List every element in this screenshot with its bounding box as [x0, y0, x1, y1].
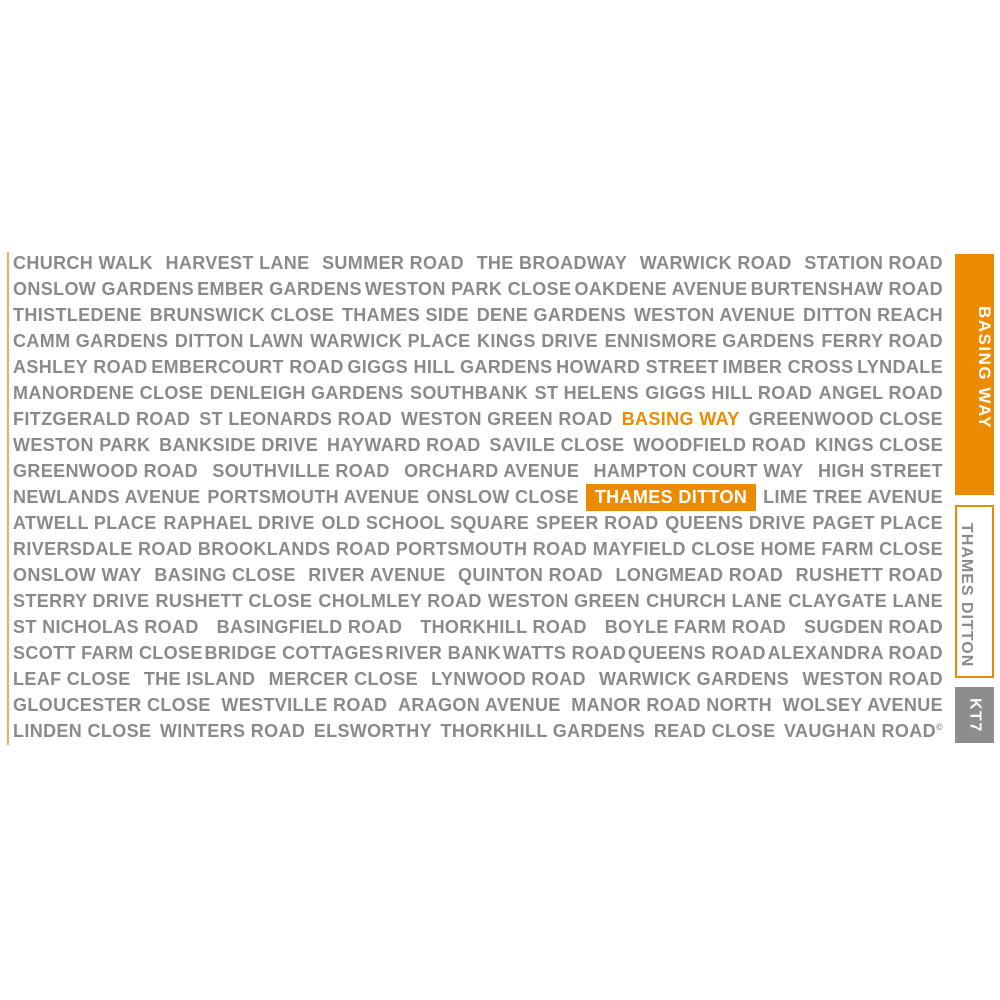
street-name: LYNWOOD ROAD	[431, 669, 586, 689]
street-name: SPEER ROAD	[535, 513, 659, 533]
street-name: EMBERCOURT ROAD	[151, 357, 344, 377]
street-name: NEWLANDS AVENUE	[13, 487, 201, 507]
street-name: ORCHARD AVENUE	[404, 461, 580, 481]
street-name: STATION ROAD	[804, 253, 943, 273]
street-name: LEAF CLOSE	[13, 669, 131, 689]
street-name: RAPHAEL DRIVE	[163, 513, 315, 533]
street-name: VAUGHAN ROAD©	[783, 721, 943, 741]
street-name: CLAYGATE LANE	[788, 591, 943, 611]
street-row	[13, 406, 943, 432]
street-name: LYNDALE	[857, 357, 943, 377]
street-name: QUINTON ROAD	[458, 565, 604, 585]
street-row	[13, 536, 943, 562]
postcode-kt7-label: KT7	[966, 697, 984, 733]
street-name-highlighted: THAMES DITTON	[586, 484, 756, 511]
street-name: WARWICK GARDENS	[599, 669, 790, 689]
street-name: MAYFIELD CLOSE	[592, 539, 756, 559]
left-accent-rule	[7, 252, 9, 745]
street-name: THE ISLAND	[143, 669, 256, 689]
street-name: PORTSMOUTH ROAD	[395, 539, 588, 559]
street-name: ST LEONARDS ROAD	[199, 409, 393, 429]
street-row	[13, 276, 943, 302]
street-name: QUEENS ROAD	[627, 643, 766, 663]
street-row	[13, 588, 943, 614]
street-name: QUEENS DRIVE	[665, 513, 806, 533]
street-name: GREENWOOD ROAD	[13, 461, 199, 481]
street-row	[13, 718, 943, 744]
street-name: DITTON REACH	[802, 305, 943, 325]
street-name: RIVER AVENUE	[308, 565, 446, 585]
street-name: HIGH STREET	[818, 461, 943, 481]
street-name: BANKSIDE DRIVE	[159, 435, 319, 455]
street-name: LINDEN CLOSE	[13, 721, 152, 741]
street-name: WARWICK ROAD	[639, 253, 792, 273]
street-name: WESTON AVENUE	[633, 305, 796, 325]
street-row	[13, 666, 943, 692]
street-name: WESTON GREEN	[487, 591, 640, 611]
postcode-kt7-box	[955, 687, 994, 743]
street-row	[13, 328, 943, 354]
street-name: RIVER BANK	[385, 643, 502, 663]
street-name: SCOTT FARM CLOSE	[13, 643, 203, 663]
basing-way-vertical-box	[955, 254, 994, 495]
street-name: OAKDENE AVENUE	[574, 279, 748, 299]
copyright-symbol: ©	[935, 722, 943, 732]
street-name: LONGMEAD ROAD	[615, 565, 784, 585]
street-name: ST NICHOLAS ROAD	[13, 617, 199, 637]
street-name: WOLSEY AVENUE	[782, 695, 943, 715]
street-name: DITTON LAWN	[174, 331, 304, 351]
street-name: MANORDENE CLOSE	[13, 383, 204, 403]
street-name: IMBER CROSS	[722, 357, 854, 377]
street-row	[13, 250, 943, 276]
street-row	[13, 432, 943, 458]
street-row	[13, 380, 943, 406]
street-name: WESTON GREEN ROAD	[400, 409, 613, 429]
street-name: ONSLOW CLOSE	[426, 487, 579, 507]
street-name: CAMM GARDENS	[13, 331, 169, 351]
street-row	[13, 458, 943, 484]
street-name: GIGGS HILL GARDENS	[347, 357, 553, 377]
street-name: BRUNSWICK CLOSE	[149, 305, 335, 325]
street-name: EMBER GARDENS	[197, 279, 362, 299]
street-name: HAMPTON COURT WAY	[593, 461, 804, 481]
street-name: DENLEIGH GARDENS	[209, 383, 404, 403]
street-name: STERRY DRIVE	[13, 591, 150, 611]
street-row	[13, 562, 943, 588]
street-name: RUSHETT CLOSE	[155, 591, 313, 611]
street-name: BASINGFIELD ROAD	[216, 617, 403, 637]
street-name: RUSHETT ROAD	[795, 565, 943, 585]
street-name: THORKHILL GARDENS	[440, 721, 646, 741]
street-name: CHURCH LANE	[646, 591, 783, 611]
thames-ditton-vertical-label: THAMES DITTON	[958, 523, 975, 668]
street-name: READ CLOSE	[653, 721, 776, 741]
street-name: ONSLOW WAY	[13, 565, 142, 585]
street-name: HAYWARD ROAD	[326, 435, 481, 455]
street-name: SOUTHVILLE ROAD	[212, 461, 390, 481]
street-name: ONSLOW GARDENS	[13, 279, 195, 299]
street-name: ST HELENS	[534, 383, 639, 403]
street-name: ALEXANDRA ROAD	[767, 643, 943, 663]
street-name: DENE GARDENS	[476, 305, 627, 325]
street-name: RIVERSDALE ROAD	[13, 539, 193, 559]
street-row	[13, 484, 943, 510]
street-name: WESTVILLE ROAD	[221, 695, 388, 715]
street-name: THISTLEDENE	[13, 305, 142, 325]
street-name: THE BROADWAY	[476, 253, 628, 273]
street-name: THAMES SIDE	[341, 305, 469, 325]
street-name: PORTSMOUTH AVENUE	[207, 487, 420, 507]
street-name: FITZGERALD ROAD	[13, 409, 191, 429]
street-name: OLD SCHOOL SQUARE	[321, 513, 530, 533]
street-name: LIME TREE AVENUE	[763, 487, 943, 507]
street-name: WESTON PARK	[13, 435, 151, 455]
street-name: CHURCH WALK	[13, 253, 153, 273]
street-name: BOYLE FARM ROAD	[604, 617, 787, 637]
street-name: ASHLEY ROAD	[13, 357, 148, 377]
street-name: KINGS DRIVE	[477, 331, 599, 351]
street-name: WINTERS ROAD	[159, 721, 306, 741]
street-name: WATTS ROAD	[502, 643, 627, 663]
street-name: ATWELL PLACE	[13, 513, 157, 533]
street-name: CHOLMLEY ROAD	[318, 591, 482, 611]
street-name: WARWICK PLACE	[310, 331, 471, 351]
street-name: HOME FARM CLOSE	[760, 539, 943, 559]
street-name: HOWARD STREET	[556, 357, 719, 377]
street-name: SUMMER ROAD	[322, 253, 465, 273]
street-name: ANGEL ROAD	[818, 383, 943, 403]
street-name: BURTENSHAW ROAD	[750, 279, 943, 299]
street-name: GREENWOOD CLOSE	[748, 409, 943, 429]
street-name: WESTON ROAD	[802, 669, 943, 689]
street-row	[13, 302, 943, 328]
street-name-highlighted: BASING WAY	[621, 409, 740, 429]
street-name: FERRY ROAD	[821, 331, 943, 351]
street-wall	[13, 250, 943, 744]
street-name: SAVILE CLOSE	[489, 435, 625, 455]
street-name: HARVEST LANE	[165, 253, 310, 273]
thames-ditton-vertical-box	[955, 505, 994, 678]
street-name: ELSWORTHY	[313, 721, 432, 741]
street-name: BASING CLOSE	[154, 565, 296, 585]
street-name: GIGGS HILL ROAD	[645, 383, 813, 403]
basing-way-vertical-label: BASING WAY	[975, 306, 994, 430]
street-name: ENNISMORE GARDENS	[604, 331, 815, 351]
street-name: ARAGON AVENUE	[397, 695, 561, 715]
street-row	[13, 354, 943, 380]
street-name: KINGS CLOSE	[815, 435, 943, 455]
street-name: WESTON PARK CLOSE	[364, 279, 572, 299]
street-name: WOODFIELD ROAD	[633, 435, 807, 455]
street-name: SUGDEN ROAD	[804, 617, 943, 637]
street-name: MERCER CLOSE	[268, 669, 418, 689]
street-row	[13, 640, 943, 666]
street-name: MANOR ROAD NORTH	[571, 695, 773, 715]
street-row	[13, 692, 943, 718]
street-name: SOUTHBANK	[409, 383, 529, 403]
street-name: GLOUCESTER CLOSE	[13, 695, 211, 715]
street-name: THORKHILL ROAD	[420, 617, 587, 637]
street-name: BROOKLANDS ROAD	[197, 539, 391, 559]
street-row	[13, 614, 943, 640]
street-name: PAGET PLACE	[812, 513, 943, 533]
street-name: BRIDGE COTTAGES	[204, 643, 384, 663]
street-row	[13, 510, 943, 536]
